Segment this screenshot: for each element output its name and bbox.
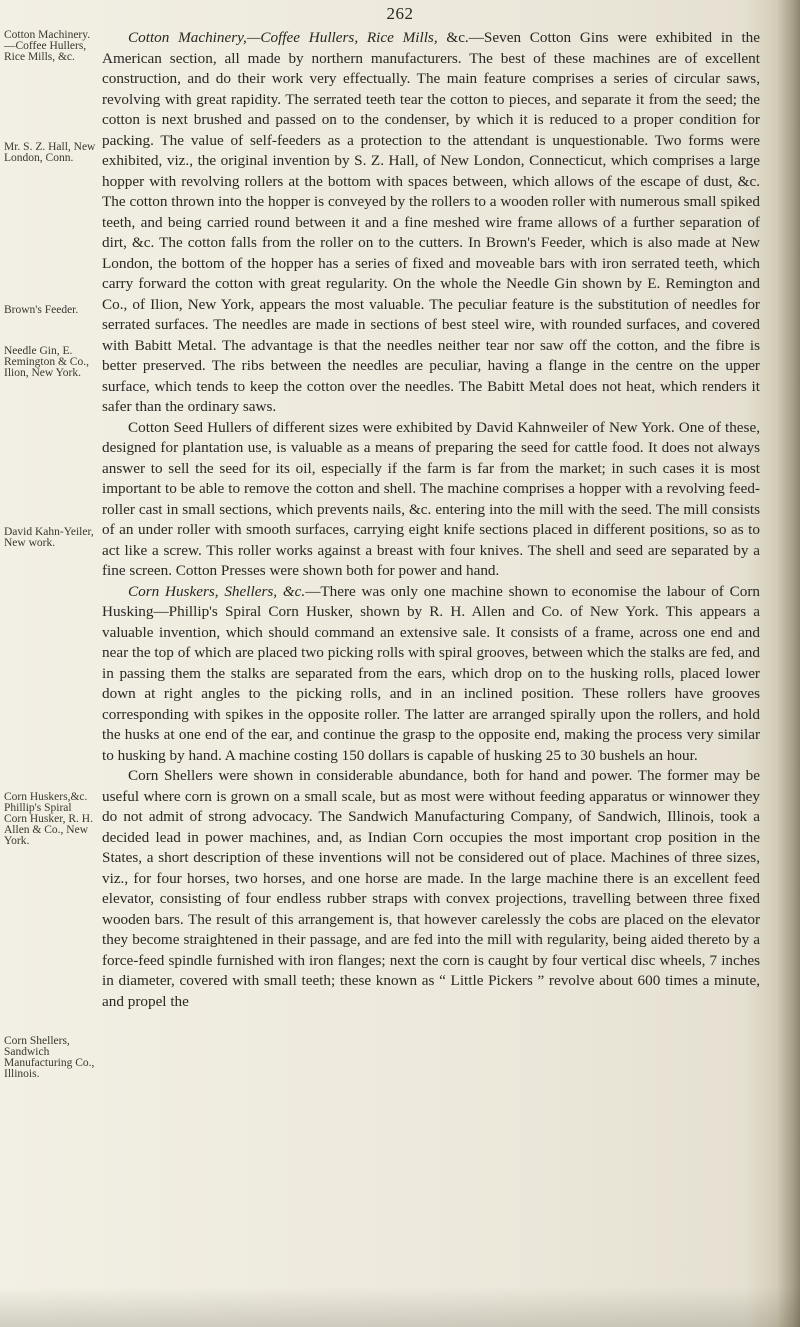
run-heading: Cotton Machinery,—Coffee Hullers, Rice Mills,	[128, 29, 438, 46]
paragraph-text: Corn Shellers were shown in considerable abundance, both for hand and power. The former may be useful where corn is grown on a small scale, but as most were without feeding apparatus or winnower they do not admit of strong advocacy. The Sandwich Manufacturing Company, of Sandwich, Illinois, took a decided lead in power machines, and, as Indian Corn occupies the most important crop position in the States, a short description of these inventions will not be considered out of place. Machines of three sizes, viz., for four horses, two horses, and one horse are made. In the large machine there is an excellent feed elevator, consisting of four endless rubber straps with convex projections, travelling between three fixed wooden bars. The result of this arrangement is, that however carelessly the cobs are placed on the elevator they become straightened in their passage, and are fed into the mill with regularity, being aided thereto by a force-feed spindle furnished with iron flanges; next the corn is caught by four vertical disc wheels, 7 inches in diameter, covered with small teeth; these known as “ Little Pickers ” revolve about 600 times a minute, and propel the	[102, 767, 760, 1010]
paragraph-corn-huskers	[102, 582, 760, 767]
margin-note-browns-feeder: Brown's Feeder.	[4, 304, 79, 316]
paragraph-text: —There was only one machine shown to economise the labour of Corn Husking—Phillip's Spiral Corn Husker, shown by R. H. Allen and Co. of New York. This appears a valuable invention, which should command an extensive sale. It consists of a frame, across one end and near the top of which are placed two picking rolls with spiral grooves, between which the stalks are fed, and in passing them the stalks are separated from the ears, which drop on to the husking rolls, placed lower down at right angles to the picking rolls, and in an inclined position. These rollers have grooves corresponding with spikes in the opposite roller. The latter are arranged spirally upon the rollers, and hold the husks at one end of the ear, and continue the grasp to the opposite end, making the process very similar to husking by hand. A machine costing 150 dollars is capable of husking 25 to 30 bushels an hour.	[102, 582, 760, 764]
body-text	[102, 28, 760, 1012]
run-heading: Corn Huskers, Shellers, &c.	[128, 582, 306, 600]
paragraph-cotton-seed-hullers	[102, 418, 760, 582]
book-edge	[778, 0, 800, 1327]
paragraph-text: &c.—Seven Cotton Gins were exhibited in the American section, all made by northern manufacturers. The best of these machines are of excellent construction, and do their work very effectually. The main feature comprises a series of circular saws, revolving with great rapidity. The serrated teeth tear the cotton to pieces, and separate it from the seed; the cotton is next brushed and passed on to the condenser, by which it is reduced to a proper condition for packing. The value of self-feeders as a protection to the attendant is unquestionable. Two forms were exhibited, viz., the original invention by S. Z. Hall, of New London, Connecticut, which comprises a large hopper with revolving rollers at the bottom with spaces between, which allows of the escape of dust, &c. The cotton thrown into the hopper is conveyed by the rollers to a wooden roller with numerous small spiked teeth, and being carried round between it and a fine meshed wire frame allows of a further separation of dirt, &c. The cotton falls from the roller on to the cutters. In Brown's Feeder, which is also made at New London, the bottom of the hopper has a series of fixed and moveable bars with iron serrated teeth, which carry forward the cotton with great regularity. On the whole the Needle Gin shown by E. Remington and Co., of Ilion, New York, appears the most valuable. The peculiar feature is the substitution of needles for serrated surfaces. The needles are made in sections of best steel wire, with rounded surfaces, and covered with Babitt Metal. The advantage is that the needles neither tear nor saw off the cotton, and the fibre is better preserved. The ribs between the needles are peculiar, having a flange in the centre on the upper surface, which tends to keep the cotton over the needles. The Babitt Metal does not heat, which renders it safer than the ordinary saws.	[102, 29, 760, 415]
margin-note-kahnweiler: David Kahn-Yeiler, New work.	[4, 526, 94, 549]
margin-note-corn-shellers: Corn Shellers, Sandwich Manufacturing Co., Illinois.	[4, 1035, 95, 1080]
margin-note-hall: Mr. S. Z. Hall, New London, Conn.	[4, 141, 96, 164]
margin-note-needle-gin: Needle Gin, E. Remington & Co., Ilion, New York.	[4, 345, 89, 379]
paragraph-cotton-machinery	[102, 28, 760, 418]
margin-note-cotton-machinery: Cotton Machinery.—Coffee Hullers, Rice Mills, &c.	[4, 29, 91, 63]
page-shadow	[0, 1287, 800, 1327]
page-number: 262	[386, 4, 414, 23]
paragraph-corn-shellers	[102, 766, 760, 1012]
margin-note-corn-huskers: Corn Huskers,&c. Phillip's Spiral Corn Husker, R. H. Allen & Co., New York.	[4, 791, 93, 847]
paragraph-text: Cotton Seed Hullers of different sizes were exhibited by David Kahnweiler of New York. One of these, designed for plantation use, is valuable as a means of preparing the seed for cattle food. It does not always answer to sell the seed for its oil, especially if the farm is far from the market; in such cases it is most important to be able to remove the cotton and shell. The machine comprises a hopper with a revolving feed-roller cast in small sections, which prevents nails, &c. entering into the mill with the seed. The mill consists of an under roller with smooth surfaces, carrying eight knife sections placed in different positions, so as to act like a screw. This roller works against a breast with four knives. The shell and seed are separated by a fine screen. Cotton Presses were shown both for power and hand.	[102, 418, 760, 579]
